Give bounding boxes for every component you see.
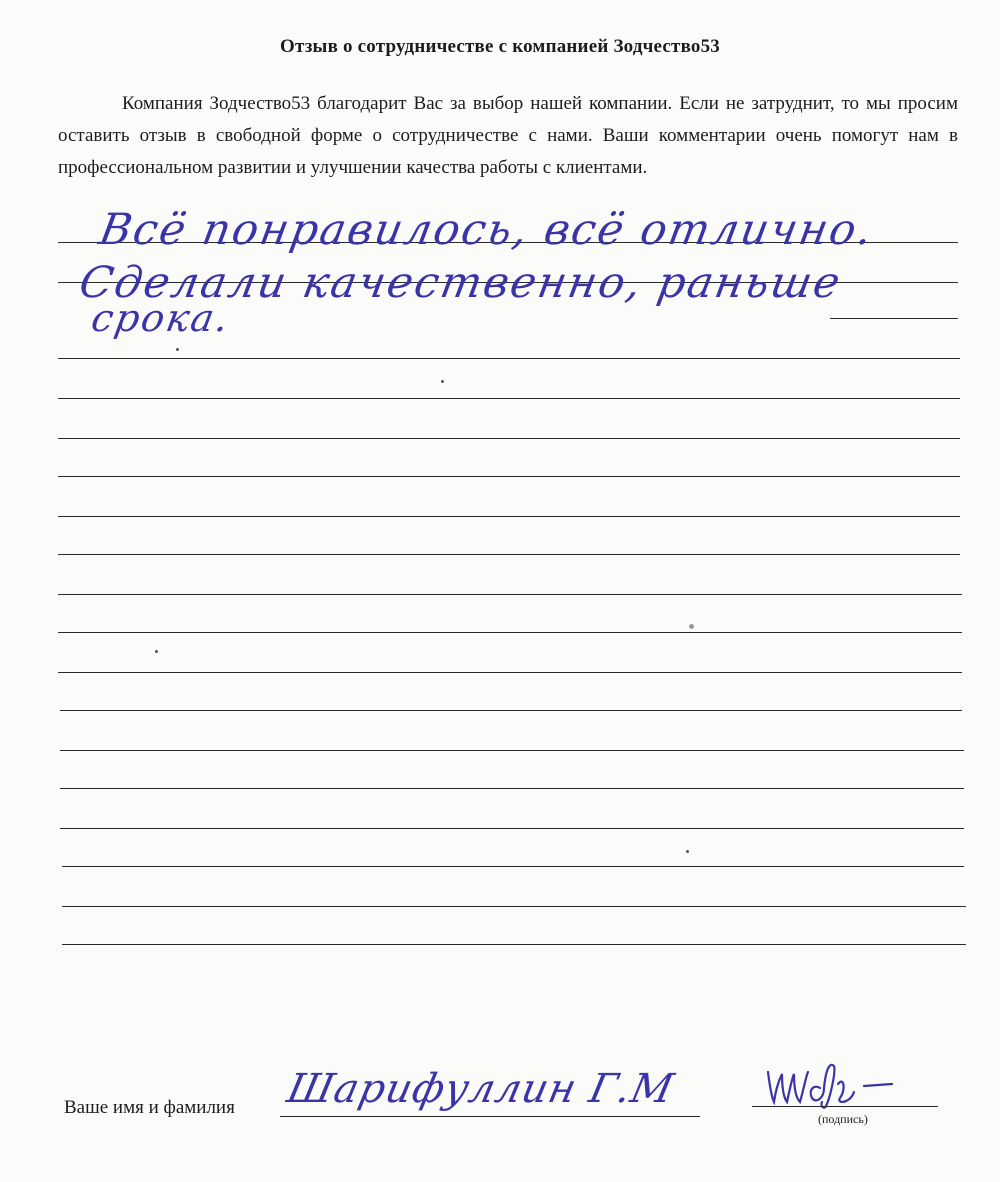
writing-line (60, 828, 964, 829)
writing-line (58, 672, 962, 673)
writing-line (830, 318, 958, 319)
document-title: Отзыв о сотрудничестве с компанией Зодчество53 (279, 36, 721, 57)
writing-line (62, 906, 966, 907)
scan-speck (686, 850, 689, 853)
handwritten-review-line-3: срока. (88, 296, 234, 340)
writing-line (58, 554, 960, 555)
writing-line (58, 476, 960, 477)
writing-line (58, 438, 960, 439)
name-label: Ваше имя и фамилия (64, 1097, 235, 1118)
handwritten-review-line-2: Сделали качественно, раньше (75, 258, 846, 308)
scan-speck (441, 380, 444, 383)
signature-underline (752, 1106, 938, 1107)
writing-line (58, 398, 960, 399)
writing-line (60, 710, 962, 711)
writing-line (58, 358, 960, 359)
scan-speck (155, 650, 158, 653)
intro-paragraph: Компания Зодчество53 благодарит Вас за выбор нашей компании. Если не затруднит, то мы просим оставить отзыв в свободной форме о сотрудничестве с нами. Ваши комментарии очень помогут нам в профессиональном развитии и улучшении качества работы с клиентами. (58, 93, 958, 178)
writing-line (62, 944, 966, 945)
scan-speck (689, 624, 694, 629)
writing-line (60, 788, 964, 789)
handwritten-name: Шарифуллин Г.М (283, 1066, 679, 1112)
name-underline (280, 1116, 700, 1117)
writing-line (60, 750, 964, 751)
handwritten-review-line-1: Всё понравилось, всё отлично. (95, 205, 878, 255)
writing-line (58, 516, 960, 517)
writing-line (58, 632, 962, 633)
signature-hint: (подпись) (818, 1112, 868, 1126)
writing-line (58, 594, 962, 595)
writing-line (62, 866, 964, 867)
scan-speck (176, 348, 179, 351)
